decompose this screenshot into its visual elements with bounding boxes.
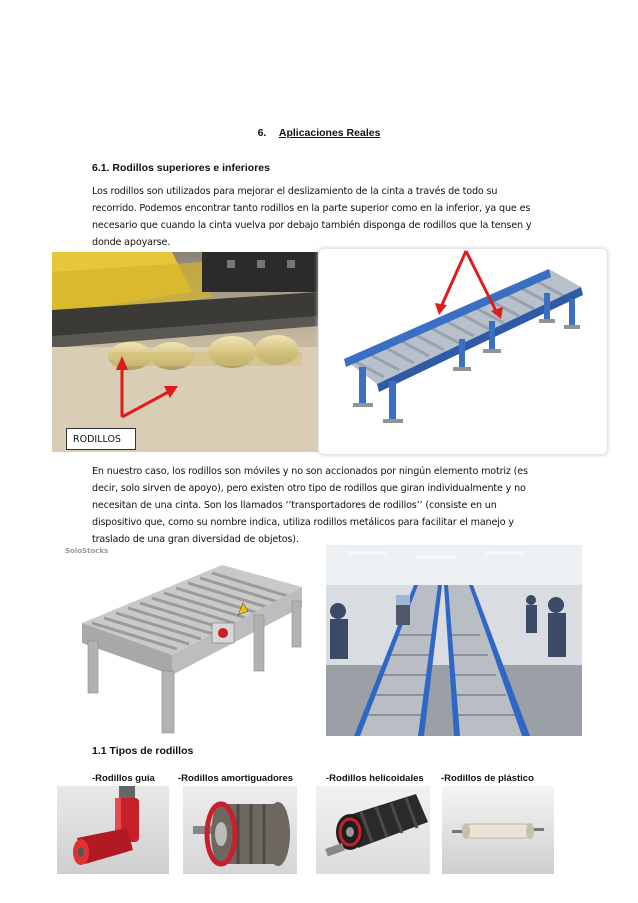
section-title: Aplicaciones Reales — [278, 127, 381, 139]
photo-belt-rollers-closeup — [52, 252, 318, 452]
photo-damping-roller — [183, 786, 297, 874]
figure-label: RODILLOS — [66, 428, 136, 450]
belt-rollers-illustration — [52, 252, 318, 452]
section-number: 6. — [257, 127, 267, 139]
watermark: SoloStocks — [65, 547, 109, 555]
paragraph-intro — [92, 183, 531, 251]
paragraph-line: necesario que cuando la cinta vuelva por debajo también disponga de rodillos que la tensen y — [92, 220, 532, 231]
photo-plastic-roller — [442, 786, 554, 874]
photo-helical-roller — [316, 786, 430, 874]
paragraph-line: recorrido. Podemos encontrar tanto rodillos en la parte superior como en la inferior, ya que es — [92, 203, 531, 214]
paragraph-line: Los rodillos son utilizados para mejorar el deslizamiento de la cinta a través de todo su — [92, 186, 498, 197]
conveyor-drawing — [319, 249, 607, 454]
type-label-guide: -Rodillos guía — [92, 773, 155, 784]
guide-roller-drawing — [57, 786, 169, 874]
illustration-roller-conveyor — [318, 248, 608, 455]
photo-factory-conveyor-line — [326, 545, 582, 736]
plastic-roller-drawing — [442, 786, 554, 874]
paragraph-line: En nuestro caso, los rodillos son móviles y no son accionados por ningún elemento motriz (es — [92, 466, 528, 477]
subsection-title-1-1: 1.1 Tipos de rodillos — [92, 745, 194, 757]
paragraph-roller-conveyors — [92, 463, 528, 548]
helical-roller-drawing — [316, 786, 430, 874]
factory-line-drawing — [326, 545, 582, 736]
paragraph-line: necesitan de una cinta. Son los llamados ‘’transportadores de rodillos’’ (consiste en un — [92, 500, 497, 511]
section-heading — [0, 127, 638, 139]
paragraph-line: donde apoyarse. — [92, 237, 171, 248]
type-label-helical: -Rodillos helicoidales — [326, 773, 424, 784]
type-label-damping: -Rodillos amortiguadores — [178, 773, 294, 784]
photo-roller-table — [62, 545, 320, 737]
paragraph-line: dispositivo que, como su nombre indica, utiliza rodillos metálicos para facilitar el manejo y — [92, 517, 514, 528]
type-label-plastic: -Rodillos de plástico — [441, 773, 534, 784]
photo-guide-roller — [57, 786, 169, 874]
damping-roller-drawing — [183, 786, 297, 874]
subsection-title-6-1: 6.1. Rodillos superiores e inferiores — [92, 162, 270, 174]
paragraph-line: decir, solo sirven de apoyo), pero existen otro tipo de rodillos que giran individualmente y no — [92, 483, 526, 494]
roller-table-drawing — [62, 545, 320, 737]
paragraph-line: traslado de una gran diversidad de objetos). — [92, 534, 299, 545]
